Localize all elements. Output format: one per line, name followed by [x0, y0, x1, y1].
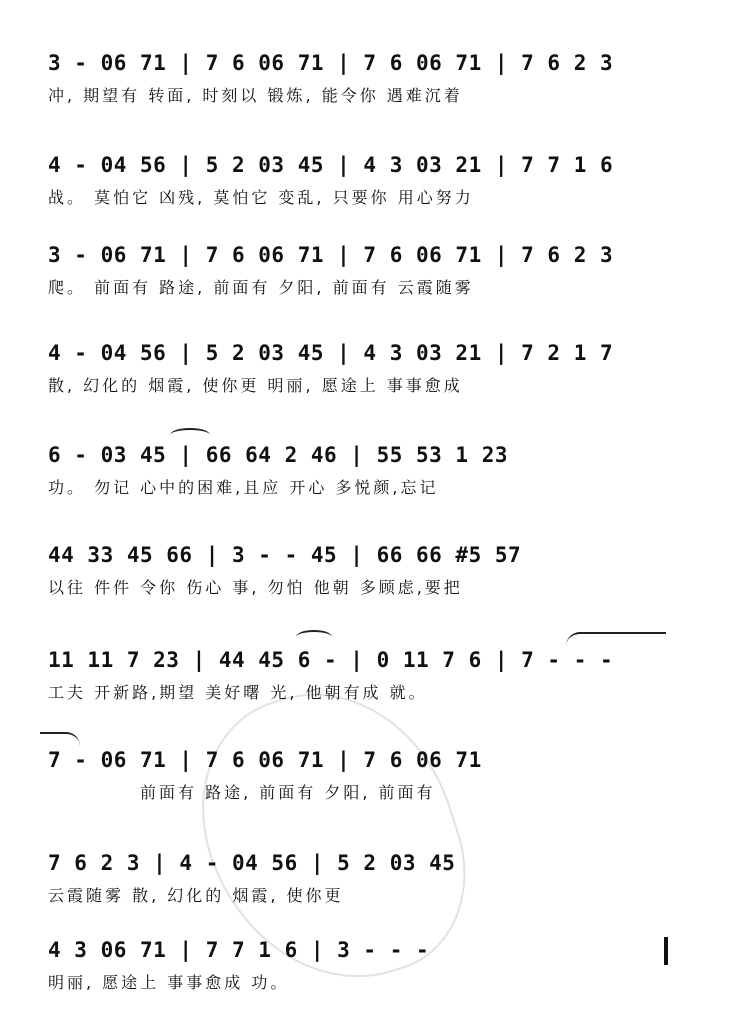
notation-line: 7 - 06 71 | 7 6 06 71 | 7 6 06 71	[48, 748, 482, 772]
score-row	[0, 540, 750, 600]
score-row	[0, 150, 750, 210]
lyrics-line: 明丽, 愿途上 事事愈成 功。	[48, 973, 290, 992]
tie-arc	[40, 732, 80, 746]
notation-line: 3 - 06 71 | 7 6 06 71 | 7 6 06 71 | 7 6 2 3	[48, 243, 614, 267]
score-row	[0, 935, 750, 995]
lyrics-line: 以往 件件 令你 伤心 事, 勿怕 他朝 多顾虑,要把	[48, 578, 463, 597]
lyrics-line: 战。 莫怕它 凶残, 莫怕它 变乱, 只要你 用心努力	[48, 188, 474, 207]
notation-line: 3 - 06 71 | 7 6 06 71 | 7 6 06 71 | 7 6 2 3	[48, 51, 614, 75]
lyrics-line: 爬。 前面有 路途, 前面有 夕阳, 前面有 云霞随雾	[48, 278, 474, 297]
notation-line: 6 - 03 45 | 66 64 2 46 | 55 53 1 23	[48, 443, 509, 467]
score-row	[0, 338, 750, 398]
lyrics-line: 工夫 开新路,期望 美好曙 光, 他朝有成 就。	[48, 683, 428, 702]
score-row	[0, 848, 750, 908]
tie-arc	[296, 630, 332, 644]
notation-line: 7 6 2 3 | 4 - 04 56 | 5 2 03 45	[48, 851, 456, 875]
lyrics-line: 功。 勿记 心中的困难,且应 开心 多悦颜,忘记	[48, 478, 439, 497]
tie-arc	[566, 632, 666, 646]
lyrics-line: 前面有 路途, 前面有 夕阳, 前面有	[140, 783, 436, 802]
final-barline	[664, 937, 668, 965]
notation-line: 4 - 04 56 | 5 2 03 45 | 4 3 03 21 | 7 2 1 7	[48, 341, 614, 365]
score-row	[0, 240, 750, 300]
lyrics-line: 冲, 期望有 转面, 时刻以 锻炼, 能令你 遇难沉着	[48, 86, 463, 105]
notation-line: 11 11 7 23 | 44 45 6 - | 0 11 7 6 | 7 - - -	[48, 648, 614, 672]
score-row	[0, 745, 750, 805]
notation-line: 4 3 06 71 | 7 7 1 6 | 3 - - -	[48, 938, 430, 962]
lyrics-line: 云霞随雾 散, 幻化的 烟霞, 使你更	[48, 886, 344, 905]
score-row	[0, 440, 750, 500]
score-row	[0, 48, 750, 108]
lyrics-line: 散, 幻化的 烟霞, 使你更 明丽, 愿途上 事事愈成	[48, 376, 463, 395]
notation-line: 4 - 04 56 | 5 2 03 45 | 4 3 03 21 | 7 7 1 6	[48, 153, 614, 177]
score-row	[0, 645, 750, 705]
notation-line: 44 33 45 66 | 3 - - 45 | 66 66 #5 57	[48, 543, 522, 567]
